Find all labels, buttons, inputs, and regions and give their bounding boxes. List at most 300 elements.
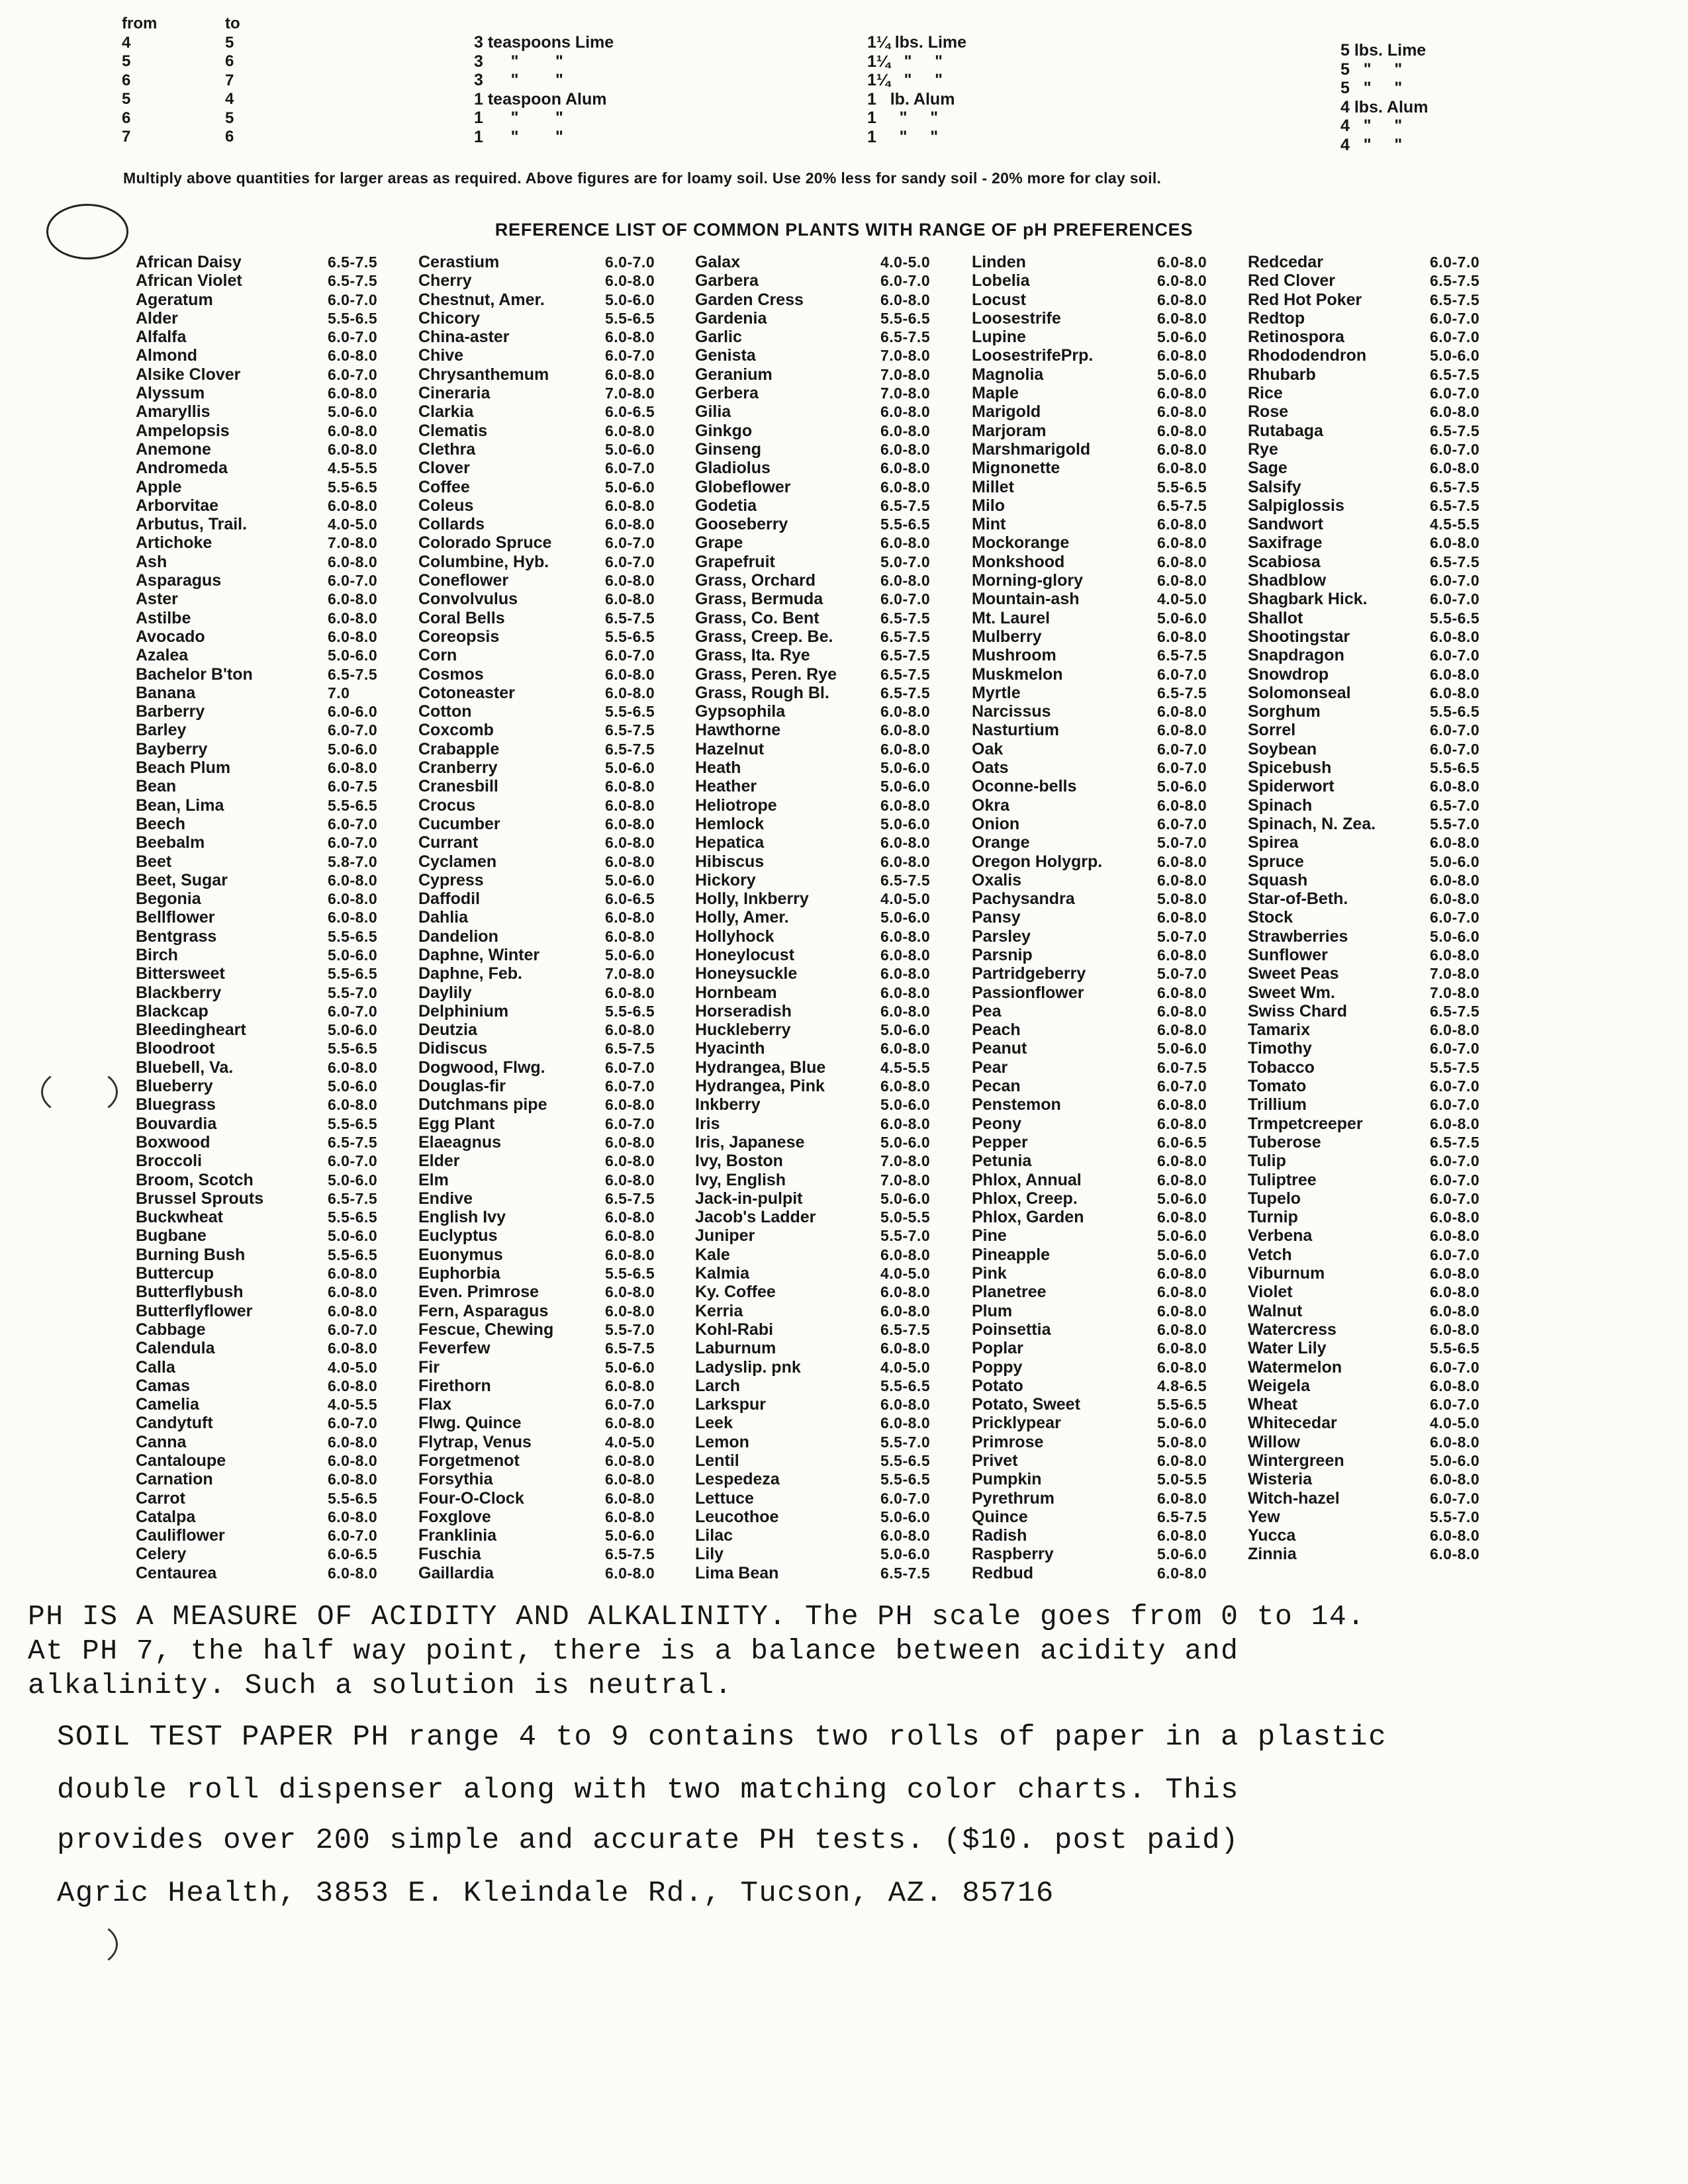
ph-range: 6.0-7.0 (1430, 647, 1480, 664)
plant-name: Garlic (695, 328, 742, 347)
plant-row (972, 1320, 1207, 1339)
plant-name: Salsify (1248, 477, 1301, 496)
ph-range: 6.0-8.0 (880, 440, 931, 458)
ph-range: 6.5-7.5 (880, 328, 931, 346)
ph-range: 6.0-8.0 (880, 1115, 931, 1132)
ph-range: 6.0-8.0 (605, 1302, 655, 1320)
plant-name: Brussel Sprouts (136, 1189, 264, 1208)
plant-row (136, 1021, 378, 1040)
plant-row (695, 1414, 931, 1433)
plant-name: Euonymus (418, 1245, 503, 1264)
ph-range: 5.5-7.0 (605, 1320, 655, 1338)
plant-row (1248, 533, 1480, 553)
plant-name: Garden Cress (695, 290, 804, 309)
plant-name: Hazelnut (695, 739, 765, 758)
plant-row (695, 833, 931, 852)
plant-row (418, 402, 655, 422)
plant-name: Calla (136, 1357, 175, 1377)
ph-range: 5.0-6.0 (1157, 609, 1207, 627)
plant-row (1248, 590, 1480, 609)
plant-row (1248, 421, 1480, 440)
plant-row (418, 927, 655, 946)
plant-row (136, 328, 378, 347)
plant-name: Broom, Scotch (136, 1170, 254, 1189)
ph-range: 6.0-6.5 (605, 890, 655, 908)
plant-row (1248, 1301, 1480, 1320)
plant-name: Endive (418, 1189, 473, 1208)
ph-range: 6.5-7.5 (880, 1320, 931, 1338)
ph-range: 4.0-5.0 (328, 1358, 378, 1376)
plant-name: Raspberry (972, 1545, 1054, 1564)
ph-range: 5.0-6.0 (1157, 1414, 1207, 1432)
ph-range: 6.5-7.5 (880, 665, 931, 683)
plant-row (418, 964, 655, 983)
ph-range: 6.0-8.0 (1157, 796, 1207, 814)
plant-row (418, 477, 655, 496)
ph-range: 6.5-7.5 (605, 740, 655, 758)
ph-range: 6.0-8.0 (1430, 1302, 1480, 1320)
ph-range: 6.0-8.0 (1430, 1115, 1480, 1132)
plant-row (1248, 852, 1480, 871)
plant-name: Blueberry (136, 1077, 213, 1096)
plant-name: Zinnia (1248, 1545, 1297, 1564)
plant-name: Sandwort (1248, 515, 1323, 534)
ph-range: 5.0-6.0 (880, 1133, 931, 1151)
plant-row (418, 814, 655, 833)
plant-row (972, 889, 1207, 909)
ph-range: 4.5-5.5 (880, 1058, 931, 1076)
medium-amount: 1 lb. Alum (867, 89, 955, 109)
plant-row (972, 833, 1207, 852)
plant-row (136, 908, 378, 927)
plant-row (418, 796, 655, 815)
plant-name: Buckwheat (136, 1208, 223, 1227)
plant-row (1248, 384, 1480, 403)
plant-name: Milo (972, 496, 1005, 515)
plant-row (1248, 1058, 1480, 1077)
ph-range: 6.0-8.0 (605, 1133, 655, 1151)
ph-range: 6.0-7.0 (1430, 909, 1480, 927)
ph-range: 5.0-7.0 (880, 553, 931, 570)
plant-row (695, 271, 931, 291)
plant-row (136, 796, 378, 815)
plant-row (972, 1001, 1207, 1021)
plant-name: Marshmarigold (972, 439, 1091, 459)
plant-name: Snowdrop (1248, 664, 1329, 684)
plant-name: Dogwood, Flwg. (418, 1058, 545, 1077)
plant-row (136, 552, 378, 571)
plant-name: Burning Bush (136, 1245, 246, 1264)
ph-range: 7.0 (328, 684, 350, 702)
plant-row (1248, 571, 1480, 590)
plant-name: Hawthorne (695, 721, 781, 740)
plant-row (418, 1376, 655, 1395)
ph-range: 6.0-7.0 (1430, 1489, 1480, 1507)
plant-row (972, 1526, 1207, 1545)
plant-name: Beet, Sugar (136, 870, 228, 889)
plant-name: Shootingstar (1248, 627, 1350, 646)
plant-row (972, 1470, 1207, 1489)
plant-name: Euphorbia (418, 1264, 500, 1283)
plant-name: Arbutus, Trail. (136, 515, 248, 534)
plant-name: Sage (1248, 459, 1288, 478)
ph-range: 6.0-7.0 (605, 1077, 655, 1095)
plant-name: Spinach, N. Zea. (1248, 814, 1376, 833)
plant-name: Rye (1248, 439, 1278, 459)
plant-row (136, 814, 378, 833)
plant-name: Cranberry (418, 758, 498, 778)
plant-row (136, 1526, 378, 1545)
ph-range: 5.0-6.0 (605, 440, 655, 458)
plant-name: Pink (972, 1264, 1007, 1283)
ph-range: 6.0-8.0 (880, 1002, 931, 1020)
plant-name: Celery (136, 1545, 187, 1564)
ph-range: 6.5-7.5 (328, 253, 378, 271)
plant-row (972, 1283, 1207, 1302)
ph-range: 6.0-8.0 (880, 1077, 931, 1095)
plant-row (972, 852, 1207, 871)
ph-range: 7.0-8.0 (1430, 965, 1480, 983)
plant-row (136, 496, 378, 515)
plant-name: Ageratum (136, 290, 213, 309)
ph-range: 5.5-6.5 (605, 703, 655, 721)
ph-range: 6.0-8.0 (328, 496, 378, 514)
plant-name: Red Hot Poker (1248, 290, 1362, 309)
plant-row (418, 1395, 655, 1414)
plant-row (418, 889, 655, 909)
plant-row (418, 1077, 655, 1096)
ph-range: 6.0-8.0 (605, 1471, 655, 1488)
plant-name: Cucumber (418, 814, 500, 833)
plant-row (972, 777, 1207, 796)
plant-row (136, 1152, 378, 1171)
ph-range: 6.0-7.0 (605, 347, 655, 365)
from-header: from (122, 15, 158, 32)
ph-range: 6.0-8.0 (605, 1096, 655, 1114)
plant-name: Rhubarb (1248, 365, 1316, 384)
plant-row (418, 908, 655, 927)
ph-range: 6.0-8.0 (880, 1414, 931, 1432)
plant-row (695, 1451, 931, 1470)
ph-range: 6.0-8.0 (328, 1096, 378, 1114)
ph-range: 6.0-7.0 (605, 253, 655, 271)
plant-row (972, 608, 1207, 627)
plant-row (695, 814, 931, 833)
plant-name: Lespedeza (695, 1470, 780, 1489)
plant-row (1248, 496, 1480, 515)
ph-range: 6.0-8.0 (880, 534, 931, 552)
ph-range: 6.0-8.0 (880, 796, 931, 814)
plant-name: Pine (972, 1226, 1007, 1246)
ph-range: 6.0-8.0 (605, 516, 655, 533)
ph-range: 6.0-8.0 (880, 403, 931, 421)
ph-range: 6.0-8.0 (1430, 1377, 1480, 1394)
plant-name: Passionflower (972, 983, 1084, 1002)
ph-range: 5.5-6.5 (328, 309, 378, 327)
ph-range: 6.5-7.5 (605, 609, 655, 627)
ph-range: 5.0-7.0 (1157, 927, 1207, 945)
plant-name: African Violet (136, 271, 242, 291)
ph-range: 7.0-8.0 (605, 965, 655, 983)
plant-name: Alder (136, 308, 178, 328)
plant-row (1248, 1357, 1480, 1377)
plant-name: Water Lily (1248, 1339, 1327, 1358)
ph-range: 5.0-6.0 (328, 740, 378, 758)
ph-range: 6.0-8.0 (1157, 422, 1207, 439)
plant-row (1248, 908, 1480, 927)
plant-row (418, 1152, 655, 1171)
plant-name: Oxalis (972, 870, 1022, 889)
plant-row (418, 1301, 655, 1320)
plant-row (695, 1339, 931, 1358)
ph-range: 6.0-8.0 (1157, 703, 1207, 721)
plant-column (418, 253, 655, 1582)
ph-range: 5.5-6.5 (880, 516, 931, 533)
ph-range: 6.5-7.5 (1157, 684, 1207, 702)
plant-row (695, 346, 931, 365)
plant-name: Canna (136, 1432, 187, 1451)
ph-range: 6.0-8.0 (605, 852, 655, 870)
plant-row (972, 1132, 1207, 1152)
plant-name: Myrtle (972, 683, 1021, 702)
ph-range: 6.0-8.0 (1430, 534, 1480, 552)
plant-name: Dahlia (418, 908, 469, 927)
ph-range: 6.0-8.0 (605, 1283, 655, 1301)
plant-name: Avocado (136, 627, 205, 646)
small-amount: 1 teaspoon Alum (474, 89, 607, 109)
ph-range: 6.0-8.0 (880, 291, 931, 308)
ph-range: 5.0-6.0 (880, 815, 931, 833)
plant-name: Violet (1248, 1283, 1293, 1302)
plant-name: Weigela (1248, 1376, 1311, 1395)
ph-range: 6.0-8.0 (1430, 1283, 1480, 1301)
ph-range: 6.0-7.0 (1157, 665, 1207, 683)
plant-name: Sorghum (1248, 702, 1321, 721)
ph-range: 5.5-6.5 (605, 1265, 655, 1283)
plant-name: Gerbera (695, 384, 759, 403)
plant-name: Daylily (418, 983, 472, 1002)
plant-name: Rhododendron (1248, 346, 1367, 365)
ph-range: 6.0-8.0 (1157, 627, 1207, 645)
ph-range: 6.0-8.0 (328, 1302, 378, 1320)
plant-name: Lemon (695, 1432, 749, 1451)
ph-range: 6.0-7.0 (328, 1414, 378, 1432)
plant-row (695, 1432, 931, 1451)
plant-name: Inkberry (695, 1095, 761, 1115)
plant-row (418, 1226, 655, 1246)
plant-name: Gaillardia (418, 1563, 494, 1582)
ph-range: 6.0-8.0 (605, 834, 655, 852)
plant-row (418, 983, 655, 1002)
ph-range: 6.0-7.5 (1157, 1058, 1207, 1076)
ph-range: 6.0-8.0 (1157, 309, 1207, 327)
plant-row (972, 421, 1207, 440)
plant-row (418, 702, 655, 721)
plant-row (136, 402, 378, 422)
plant-name: Forsythia (418, 1470, 493, 1489)
ph-range: 4.0-5.0 (880, 890, 931, 908)
plant-name: Lettuce (695, 1488, 754, 1508)
ph-range: 6.0-6.5 (328, 1545, 378, 1563)
plant-column (1248, 253, 1480, 1564)
plant-name: Quince (972, 1507, 1028, 1526)
plant-name: Pepper (972, 1132, 1028, 1152)
plant-row (695, 533, 931, 553)
plant-row (695, 365, 931, 384)
plant-name: Strawberries (1248, 927, 1348, 946)
plant-row (136, 664, 378, 684)
ph-range: 6.0-8.0 (605, 665, 655, 683)
plant-name: Bloodroot (136, 1039, 215, 1058)
plant-name: Mint (972, 515, 1006, 534)
ph-range: 6.0-8.0 (1157, 516, 1207, 533)
plant-row (972, 1488, 1207, 1508)
plant-row (1248, 664, 1480, 684)
ph-range: 6.0-8.0 (1430, 1320, 1480, 1338)
plant-name: Holly, Inkberry (695, 889, 809, 909)
ph-range: 6.0-7.0 (328, 834, 378, 852)
plant-row (695, 290, 931, 309)
ph-range: 6.0-8.0 (1430, 1433, 1480, 1451)
plant-name: Primrose (972, 1432, 1044, 1451)
ph-range: 6.0-8.0 (605, 1208, 655, 1226)
plant-name: Beebalm (136, 833, 205, 852)
plant-name: Begonia (136, 889, 201, 909)
plant-name: Pea (972, 1001, 1002, 1021)
ph-range: 5.5-6.5 (328, 927, 378, 945)
plant-row (136, 870, 378, 889)
plant-name: Lilac (695, 1526, 733, 1545)
ph-range: 7.0-8.0 (880, 365, 931, 383)
plant-row (972, 552, 1207, 571)
plant-row (136, 1545, 378, 1564)
plant-row (972, 328, 1207, 347)
plant-row (418, 365, 655, 384)
plant-name: Scabiosa (1248, 552, 1321, 571)
plant-name: Pachysandra (972, 889, 1075, 909)
plant-row (136, 515, 378, 534)
ph-range: 6.0-8.0 (1157, 553, 1207, 570)
plant-row (1248, 833, 1480, 852)
plant-row (418, 1339, 655, 1358)
plant-name: Monkshood (972, 552, 1065, 571)
plant-name: Deutzia (418, 1021, 477, 1040)
plant-name: Lentil (695, 1451, 739, 1470)
medium-amount: 1 " " (867, 109, 939, 127)
ph-range: 6.0-8.0 (880, 1340, 931, 1357)
ph-range: 6.0-7.0 (1157, 740, 1207, 758)
plant-name: Magnolia (972, 365, 1044, 384)
plant-name: Cherry (418, 271, 472, 291)
ph-range: 7.0-8.0 (880, 347, 931, 365)
plant-row (695, 608, 931, 627)
ph-range: 6.0-8.0 (328, 347, 378, 365)
plant-row (972, 308, 1207, 328)
ph-range: 6.0-8.0 (1157, 1283, 1207, 1301)
plant-row (136, 721, 378, 740)
plant-name: Cineraria (418, 384, 491, 403)
plant-row (418, 552, 655, 571)
plant-row (136, 1095, 378, 1115)
plant-row (695, 459, 931, 478)
plant-name: Cotoneaster (418, 683, 515, 702)
ph-range: 7.0-8.0 (880, 385, 931, 402)
ph-range: 6.0-7.0 (1430, 440, 1480, 458)
plant-name: Yew (1248, 1507, 1280, 1526)
plant-row (418, 1039, 655, 1058)
plant-name: Even. Primrose (418, 1283, 539, 1302)
plant-name: Ginkgo (695, 421, 753, 440)
small-amount: 3 teaspoons Lime (474, 33, 614, 52)
ph-range: 5.0-6.0 (328, 647, 378, 664)
plant-row (1248, 459, 1480, 478)
plant-row (136, 1507, 378, 1526)
ph-range: 5.5-6.5 (605, 309, 655, 327)
plant-name: Calendula (136, 1339, 215, 1358)
plant-name: Feverfew (418, 1339, 491, 1358)
plant-row (1248, 402, 1480, 422)
plant-name: Onion (972, 814, 1020, 833)
ph-range: 6.0-8.0 (1157, 1302, 1207, 1320)
plant-row (695, 721, 931, 740)
ph-range: 7.0-8.0 (1430, 983, 1480, 1001)
plant-row (136, 833, 378, 852)
plant-row (972, 1339, 1207, 1358)
ph-range: 6.0-8.0 (880, 983, 931, 1001)
plant-row (418, 945, 655, 964)
plant-name: Flax (418, 1395, 452, 1414)
plant-name: Pineapple (972, 1245, 1051, 1264)
plant-row (695, 758, 931, 778)
plant-row (1248, 1545, 1480, 1564)
plant-row (695, 439, 931, 459)
plant-row (695, 384, 931, 403)
plant-row (972, 1208, 1207, 1227)
plant-name: Radish (972, 1526, 1027, 1545)
plant-name: Hepatica (695, 833, 765, 852)
plant-name: Viburnum (1248, 1264, 1325, 1283)
plant-row (695, 496, 931, 515)
ph-range: 6.0-8.0 (605, 1489, 655, 1507)
ph-range: 6.0-8.0 (605, 496, 655, 514)
ph-range: 5.5-6.5 (328, 1208, 378, 1226)
plant-row (136, 1132, 378, 1152)
ph-range: 6.0-8.0 (1430, 1265, 1480, 1283)
plant-name: Flytrap, Venus (418, 1432, 532, 1451)
plant-row (418, 1545, 655, 1564)
ph-range: 5.0-6.0 (605, 871, 655, 889)
plant-row (136, 646, 378, 665)
ph-range: 6.0-8.0 (328, 385, 378, 402)
ph-range: 6.0-8.0 (880, 1396, 931, 1414)
small-amount: 1 " " (474, 109, 563, 127)
ph-range: 5.0-6.0 (880, 909, 931, 927)
ph-range: 6.0-8.0 (328, 1471, 378, 1488)
plant-name: Gooseberry (695, 515, 788, 534)
plant-row (972, 739, 1207, 758)
ph-range: 5.0-7.0 (1157, 834, 1207, 852)
plant-row (695, 945, 931, 964)
plant-name: Hollyhock (695, 927, 774, 946)
plant-name: Spruce (1248, 852, 1304, 871)
ph-range: 6.0-8.0 (605, 1246, 655, 1263)
plant-name: Fir (418, 1357, 440, 1377)
plant-row (136, 1376, 378, 1395)
ph-range: 7.0-8.0 (880, 1171, 931, 1189)
plant-row (418, 1357, 655, 1377)
plant-name: Gladiolus (695, 459, 771, 478)
ph-range: 6.0-8.0 (1157, 1320, 1207, 1338)
